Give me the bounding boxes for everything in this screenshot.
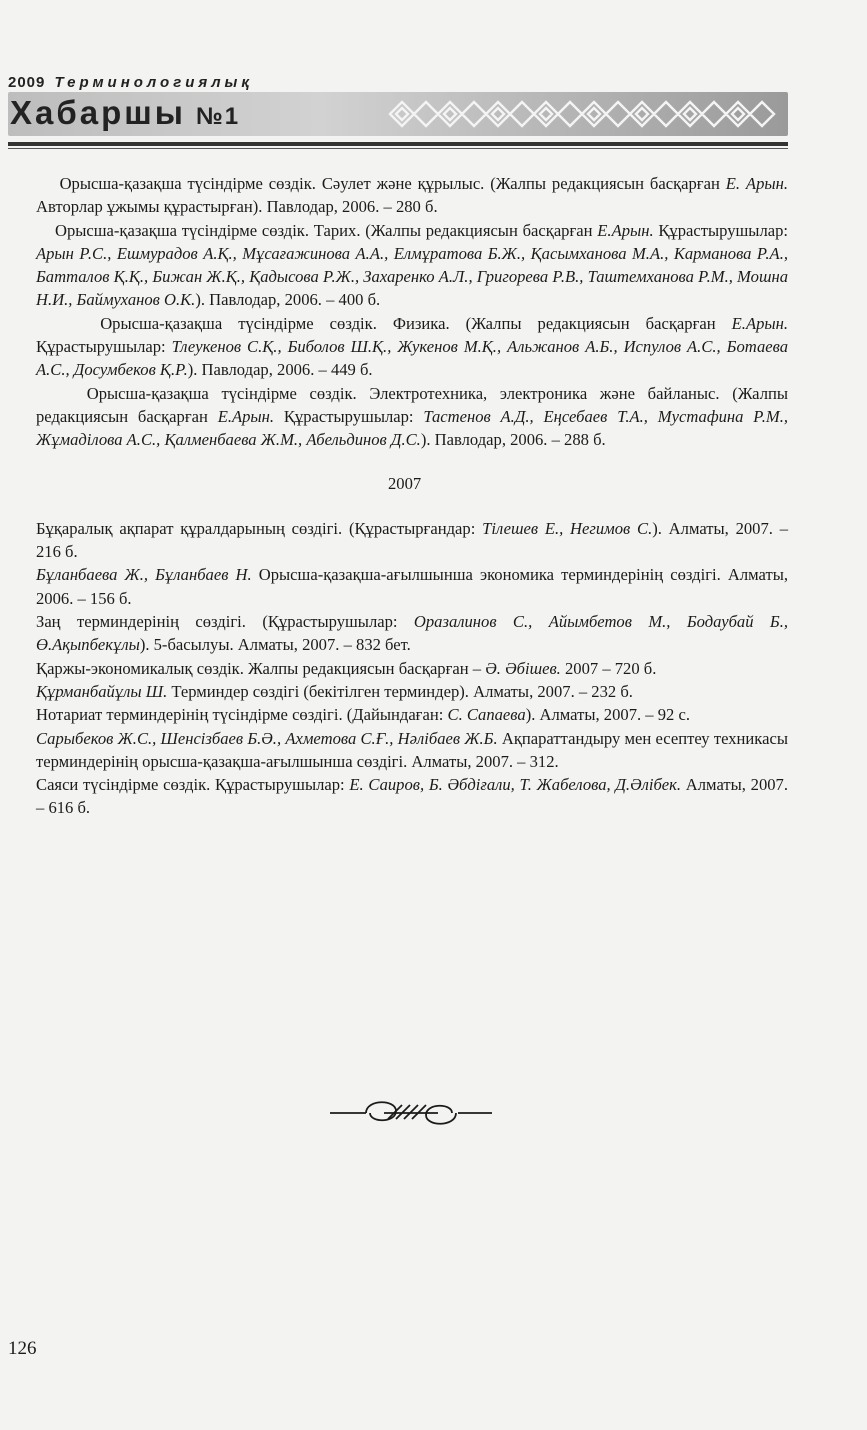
bib-entry: Саяси түсіндірме сөздік. Құрастырушылар: Е. Саиров, Б. Әбдіғали, Т. Жабелова, Д.Әлібек. Алматы, 2007. – 616 б. bbox=[36, 775, 788, 818]
bib-entry: Қаржы-экономикалық сөздік. Жалпы редакциясын басқарған – Ә. Әбішев. 2007 – 720 б. bbox=[36, 658, 657, 678]
bib-entry: Орысша-қазақша түсіндірме сөздік. Тарих. (Жалпы редакциясын басқарған Е.Арын. Құрастырушылар: Арын Р.С., Ешмурадов А.Қ., Мұсағажинова А.А., Елмұратова Б.Ж., Қасымханова М.А., Карманова Р.А., Батталов Қ.Қ., Бижан Ж.Қ., Қадысова Р.Ж., Захаренко А.Л., Григорева Р.В., Таштемханова Р.М., Мошна Н.И., Баймуханов О.К.). Павлодар, 2006. – 400 б. bbox=[36, 220, 789, 310]
bib-entry: Нотариат терминдерінің түсіндірме сөздігі. (Дайындаған: С. Сапаева). Алматы, 2007. – 92 с. bbox=[36, 705, 690, 725]
header-issue-number: №1 bbox=[195, 103, 241, 130]
header-title bbox=[10, 94, 240, 132]
page-number: 126 bbox=[8, 1338, 37, 1359]
journal-header bbox=[8, 72, 788, 162]
header-subtitle bbox=[8, 74, 253, 91]
bib-entry: Орысша-қазақша түсіндірме сөздік. Сәулет және құрылыс. (Жалпы редакциясын басқарған Е. Арын. Авторлар ұжымы құрастырған). Павлодар, 2006. – 280 б. bbox=[36, 174, 788, 217]
header-subtitle-text: Терминологиялық bbox=[54, 74, 253, 91]
bib-entry: Орысша-қазақша түсіндірме сөздік. Электротехника, электроника және байланыс. (Жалпы редакциясын басқарған Е.Арын. Құрастырушылар: Тастенов А.Д., Еңсебаев Т.А., Мустафина Р.М., Жұмаділова А.С., Қалменбаева Ж.М., Абельдинов Д.С.). Павлодар, 2006. – 288 б. bbox=[36, 383, 789, 450]
bib-entry: Орысша-қазақша түсіндірме сөздік. Физика. (Жалпы редакциясын басқарған Е.Арын. Құрастырушылар: Тлеукенов С.Қ., Биболов Ш.Қ., Жукенов М.Қ., Альжанов А.Б., Испулов А.С., Ботаева А.С., Досумбеков Қ.Р.). Павлодар, 2006. – 449 б. bbox=[36, 313, 789, 380]
header-rule bbox=[8, 142, 788, 146]
bib-entry: Бұланбаева Ж., Бұланбаев Н. Орысша-қазақша-ағылшынша экономика терминдерінің сөздігі. Алматы, 2006. – 156 б. bbox=[36, 565, 788, 608]
header-year: 2009 bbox=[8, 74, 46, 91]
year-heading: 2007 bbox=[388, 473, 422, 493]
bibliography-list bbox=[36, 172, 788, 820]
header-title-text: Хабаршы bbox=[10, 94, 186, 131]
header-ornament-icon bbox=[382, 94, 786, 134]
end-ornament-icon bbox=[326, 1093, 496, 1129]
bib-entry: Құрманбайұлы Ш. Терминдер сөздігі (бекітілген терминдер). Алматы, 2007. – 232 б. bbox=[36, 681, 633, 701]
bib-entry: Бұқаралық ақпарат құралдарының сөздігі. (Құрастырғандар: Тілешев Е., Негимов С.). Алматы, 2007. – 216 б. bbox=[36, 518, 788, 562]
bib-entry: Сарыбеков Ж.С., Шенсізбаев Б.Ә., Ахметова С.Ғ., Нәлібаев Ж.Б. Ақпараттандыру мен есептеу техникасы терминдерінің орысша-қазақша-ағылшынша сөздігі. Алматы, 2007. – 312. bbox=[36, 728, 788, 771]
header-rule-thin bbox=[8, 148, 788, 149]
bib-entry: Заң терминдерінің сөздігі. (Құрастырушылар: Оразалинов С., Айымбетов М., Бодаубай Б., Ө.Ақыпбекұлы). 5-басылуы. Алматы, 2007. – 832 бет. bbox=[36, 612, 788, 655]
